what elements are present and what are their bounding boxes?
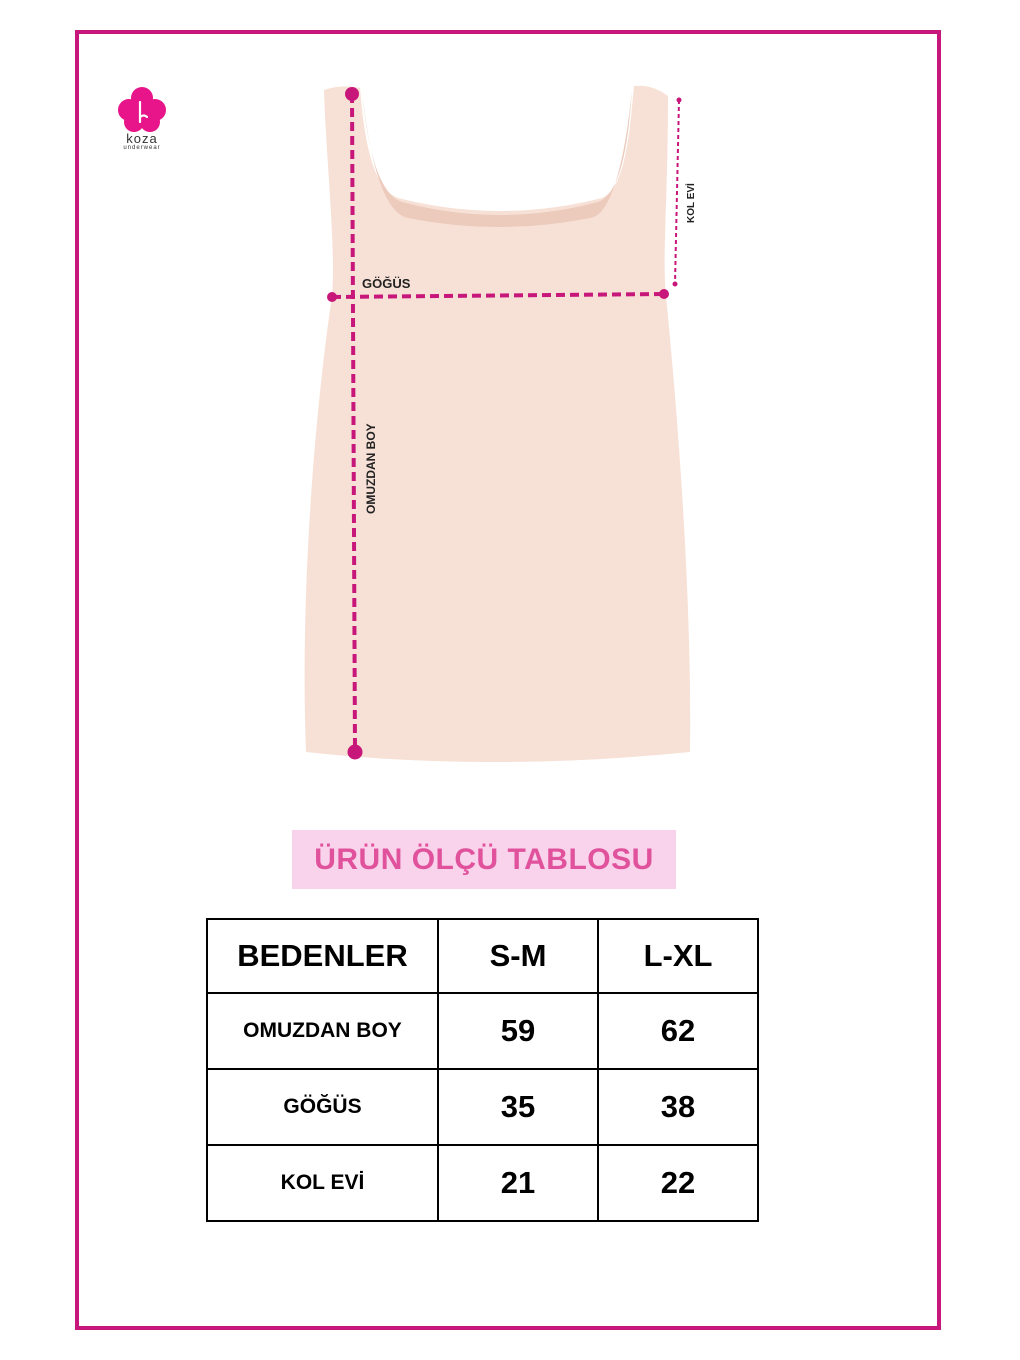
brand-logo [114, 84, 170, 156]
cell-length-l-xl: 62 [598, 993, 758, 1069]
cell-armhole-s-m: 21 [438, 1145, 598, 1221]
table-row [207, 1069, 758, 1145]
length-measure-bottom-dot [348, 745, 363, 760]
size-table-header-row [207, 919, 758, 993]
neckline-shading [362, 90, 632, 227]
cell-length-s-m: 59 [438, 993, 598, 1069]
header-l-xl: L-XL [598, 919, 758, 993]
armhole-measure-bottom-dot [673, 282, 678, 287]
table-row [207, 1145, 758, 1221]
armhole-measure-line [675, 100, 679, 284]
armhole-measure-top-dot [677, 98, 682, 103]
chest-measure-left-dot [327, 292, 337, 302]
header-sizes: BEDENLER [207, 919, 438, 993]
chest-label: GÖĞÜS [362, 276, 411, 291]
row-label-chest: GÖĞÜS [207, 1069, 438, 1145]
tank-top-diagram [290, 78, 710, 778]
header-s-m: S-M [438, 919, 598, 993]
brand-tagline: underwear [123, 145, 161, 151]
length-label: OMUZDAN BOY [364, 423, 378, 514]
brand-name: koza [126, 131, 158, 146]
cell-armhole-l-xl: 22 [598, 1145, 758, 1221]
row-label-armhole: KOL EVİ [207, 1145, 438, 1221]
armhole-label: KOL EVİ [686, 183, 697, 223]
length-measure-top-dot [345, 87, 359, 101]
chest-measure-right-dot [659, 289, 669, 299]
table-row [207, 993, 758, 1069]
row-label-length: OMUZDAN BOY [207, 993, 438, 1069]
tank-top-shape [305, 86, 691, 762]
cotton-flower-icon [114, 84, 170, 134]
size-table [206, 918, 759, 1222]
cell-chest-s-m: 35 [438, 1069, 598, 1145]
cell-chest-l-xl: 38 [598, 1069, 758, 1145]
size-table-title: ÜRÜN ÖLÇÜ TABLOSU [292, 830, 676, 889]
